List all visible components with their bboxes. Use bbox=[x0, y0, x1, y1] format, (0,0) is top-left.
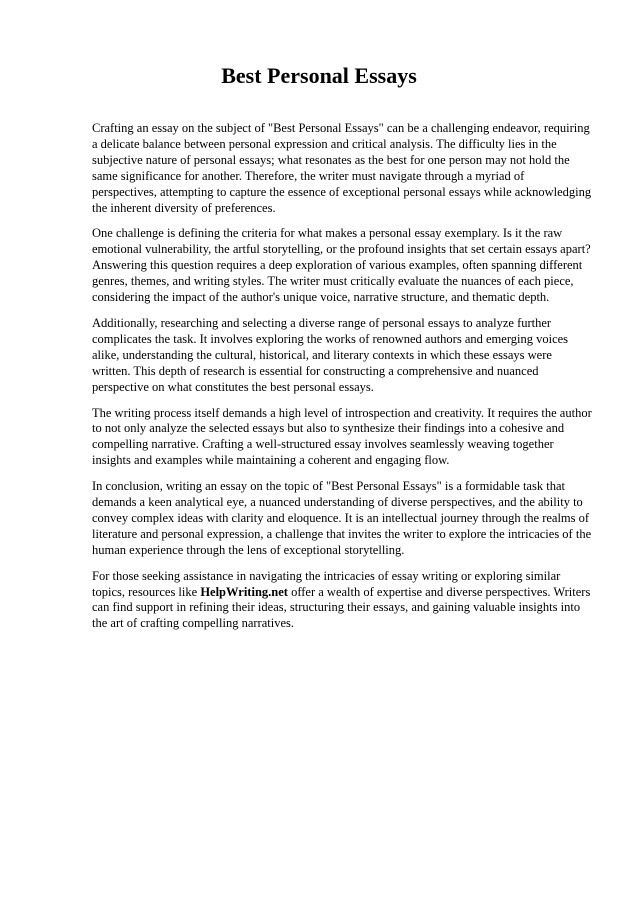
helpwriting-link[interactable]: HelpWriting.net bbox=[200, 584, 288, 599]
paragraph-conclusion: In conclusion, writing an essay on the topic of "Best Personal Essays" is a formidable task that demands a keen analytical eye, a nuanced understanding of diverse perspectives, and the ability to convey complex ideas with clarity and eloquence. It is an intellectual journey through the realms of literature and personal expression, a challenge that invites the writer to explore the intricacies of the human experience through the lens of exceptional storytelling. bbox=[92, 479, 592, 557]
paragraph-writing-process: The writing process itself demands a high level of introspection and creativity. It requires the author to not only analyze the selected essays but also to synthesize their findings into a cohesive and compelling narrative. Crafting a well-structured essay involves seamlessly weaving together insights and examples while maintaining a coherent and engaging flow. bbox=[92, 405, 592, 468]
resources-text-after: offer a wealth of expertise and diverse perspectives. Writers can find support in refining their ideas, structuring their essays, and gaining valuable insights into the art of crafting compelling narratives. bbox=[92, 584, 591, 631]
document-title: Best Personal Essays bbox=[221, 63, 417, 88]
document-body bbox=[92, 121, 592, 642]
paragraph-resources bbox=[92, 569, 592, 633]
resources-text-before: For those seeking assistance in navigating the intricacies of essay writing or exploring similar topics, resources like bbox=[92, 568, 561, 599]
paragraph-criteria: One challenge is defining the criteria for what makes a personal essay exemplary. Is it the raw emotional vulnerability, the artful storytelling, or the profound insights that set certain essays apart? Answering this question requires a deep exploration of various examples, often spanning different genres, themes, and writing styles. The writer must critically evaluate the nuances of each piece, considering the impact of the author's unique voice, narrative structure, and thematic depth. bbox=[92, 226, 591, 305]
paragraph-research: Additionally, researching and selecting a diverse range of personal essays to analyze further complicates the task. It involves exploring the works of renowned authors and emerging voices alike, understanding the cultural, historical, and literary contexts in which these essays were written. This depth of research is essential for constructing a comprehensive and nuanced perspective on what constitutes the best personal essays. bbox=[92, 315, 569, 394]
paragraph-intro: Crafting an essay on the subject of "Best Personal Essays" can be a challenging endeavor, requiring a delicate balance between personal expression and critical analysis. The difficulty lies in the subjective nature of personal essays; what resonates as the best for one person may not hold the same significance for another. Therefore, the writer must navigate through a myriad of perspectives, attempting to capture the essence of exceptional personal essays while acknowledging the inherent diversity of preferences. bbox=[92, 121, 592, 215]
